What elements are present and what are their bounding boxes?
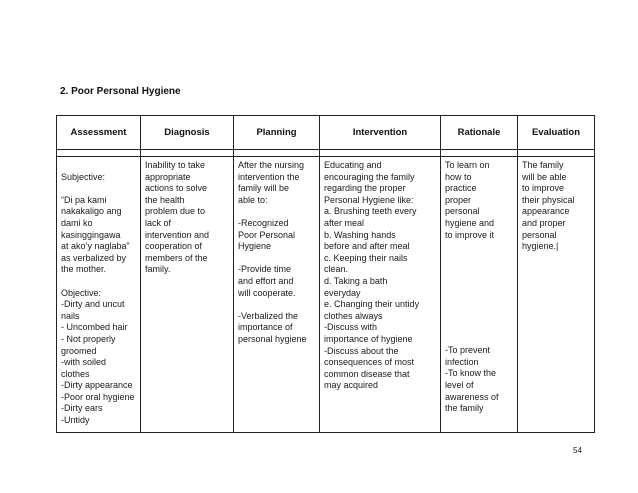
text-line: -Discuss with <box>324 322 378 333</box>
text-line: -with soiled <box>61 357 107 368</box>
text-line: -To know the <box>445 368 497 379</box>
text-line: intervention and <box>145 229 210 240</box>
section-heading: 2. Poor Personal Hygiene <box>60 86 181 97</box>
text-line: To learn on <box>445 160 490 170</box>
text-line: Educating and <box>324 160 382 170</box>
text-line: -Provide time <box>238 264 292 275</box>
text-line: common disease that <box>324 368 410 379</box>
text-line: encouraging the family <box>324 171 415 182</box>
text-line: level of <box>445 379 474 390</box>
evaluation-cell <box>518 157 595 433</box>
text-line: consequences of most <box>324 357 415 368</box>
text-line: dami ko <box>61 217 93 228</box>
content-row <box>57 157 595 433</box>
text-line: infection <box>445 356 479 367</box>
text-line: appearance <box>522 206 570 217</box>
rationale-second <box>445 345 513 415</box>
text-line: actions to solve <box>145 183 208 194</box>
text-line: may acquired <box>324 380 379 391</box>
text-line: -Dirty ears <box>61 403 103 414</box>
text-line: and proper <box>522 217 566 228</box>
evaluation-text <box>522 160 590 253</box>
rationale-cell <box>441 157 518 433</box>
intervention-text <box>324 160 436 392</box>
column-header-diagnosis: Diagnosis <box>141 116 234 150</box>
text-line: - Uncombed hair <box>61 322 128 333</box>
text-line: the health <box>145 194 185 205</box>
planning-goal-provide-time <box>238 264 315 299</box>
text-line: at ako’y naglaba” <box>61 241 130 252</box>
planning-goal-recognize <box>238 218 315 253</box>
text-line: personal hygiene <box>238 333 307 344</box>
text-line: - Not properly <box>61 333 116 344</box>
text-line: -Untidy <box>61 415 90 426</box>
text-line: -Discuss about the <box>324 345 399 356</box>
text-line: Personal Hygiene like: <box>324 194 414 205</box>
text-line: to improve it <box>445 229 495 240</box>
text-line: a. Brushing teeth every <box>324 206 417 217</box>
diagnosis-text <box>145 160 229 276</box>
column-header-evaluation: Evaluation <box>518 116 595 150</box>
assessment-cell <box>57 157 141 433</box>
text-line: -Dirty and uncut <box>61 299 125 310</box>
text-line: nakakaligo ang <box>61 206 122 217</box>
text-line: as verbalized by <box>61 252 127 263</box>
text-line: the mother. <box>61 264 107 275</box>
column-header-planning: Planning <box>234 116 320 150</box>
text-line: everyday <box>324 287 361 298</box>
text-line: “Di pa kami <box>61 194 107 205</box>
text-line: importance of hygiene <box>324 333 413 344</box>
planning-goal-verbalize <box>238 311 315 346</box>
text-line: before and after meal <box>324 241 410 252</box>
text-line: Hygiene <box>238 241 272 252</box>
page-number: 54 <box>573 446 582 455</box>
text-line: d. Taking a bath <box>324 275 388 286</box>
text-line: regarding the proper <box>324 183 406 194</box>
text-line: appropriate <box>145 171 191 182</box>
text-line: Poor Personal <box>238 229 296 240</box>
text-line: Inability to take <box>145 160 206 170</box>
text-line: family will be <box>238 183 290 194</box>
text-line: their physical <box>522 194 575 205</box>
text-line: lack of <box>145 217 172 228</box>
column-header-assessment: Assessment <box>57 116 141 150</box>
text-line: personal <box>522 229 557 240</box>
text-line: -Recognized <box>238 217 289 228</box>
text-line: hygiene and <box>445 217 495 228</box>
objective-label: Objective: <box>61 287 102 298</box>
header-row <box>57 116 595 150</box>
text-line: The family <box>522 160 564 170</box>
column-header-rationale: Rationale <box>441 116 518 150</box>
objective-findings <box>61 299 136 427</box>
text-line: able to: <box>238 194 268 205</box>
rationale-first <box>445 160 513 241</box>
text-line: importance of <box>238 322 293 333</box>
text-line: personal <box>445 206 480 217</box>
planning-intro <box>238 160 315 206</box>
text-line: -Verbalized the <box>238 310 299 321</box>
text-line: clothes always <box>324 310 383 321</box>
text-line: -Poor oral hygiene <box>61 391 135 402</box>
text-line: will be able <box>522 171 567 182</box>
nursing-care-plan-table <box>56 115 595 433</box>
text-line: groomed <box>61 345 97 356</box>
text-line: b. Washing hands <box>324 229 396 240</box>
text-line: problem due to <box>145 206 206 217</box>
text-line: family. <box>145 264 171 275</box>
text-line: -To prevent <box>445 345 491 356</box>
text-line: kasinggingawa <box>61 229 121 240</box>
intervention-cell <box>320 157 441 433</box>
text-line: how to <box>445 171 472 182</box>
spacer-row <box>57 150 595 157</box>
text-line: members of the <box>145 252 208 263</box>
text-line: will cooperate. <box>238 287 296 298</box>
text-line: c. Keeping their nails <box>324 252 408 263</box>
text-line: practice <box>445 183 477 194</box>
diagnosis-cell <box>141 157 234 433</box>
text-line: proper <box>445 194 472 205</box>
text-line: nails <box>61 310 80 321</box>
text-line: hygiene.| <box>522 241 559 252</box>
column-header-intervention: Intervention <box>320 116 441 150</box>
text-line: intervention the <box>238 171 300 182</box>
text-line: clean. <box>324 264 349 275</box>
text-line: the family <box>445 403 484 414</box>
text-line: to improve <box>522 183 565 194</box>
text-line: After the nursing <box>238 160 305 170</box>
text-line: clothes <box>61 368 90 379</box>
planning-cell <box>234 157 320 433</box>
text-line: awareness of <box>445 391 499 402</box>
text-line: after meal <box>324 217 365 228</box>
text-line: and effort and <box>238 275 294 286</box>
text-line: e. Changing their untidy <box>324 299 420 310</box>
subjective-quote <box>61 195 136 276</box>
text-line: cooperation of <box>145 241 203 252</box>
text-line: -Dirty appearance <box>61 380 133 391</box>
subjective-label: Subjective: <box>61 171 106 182</box>
